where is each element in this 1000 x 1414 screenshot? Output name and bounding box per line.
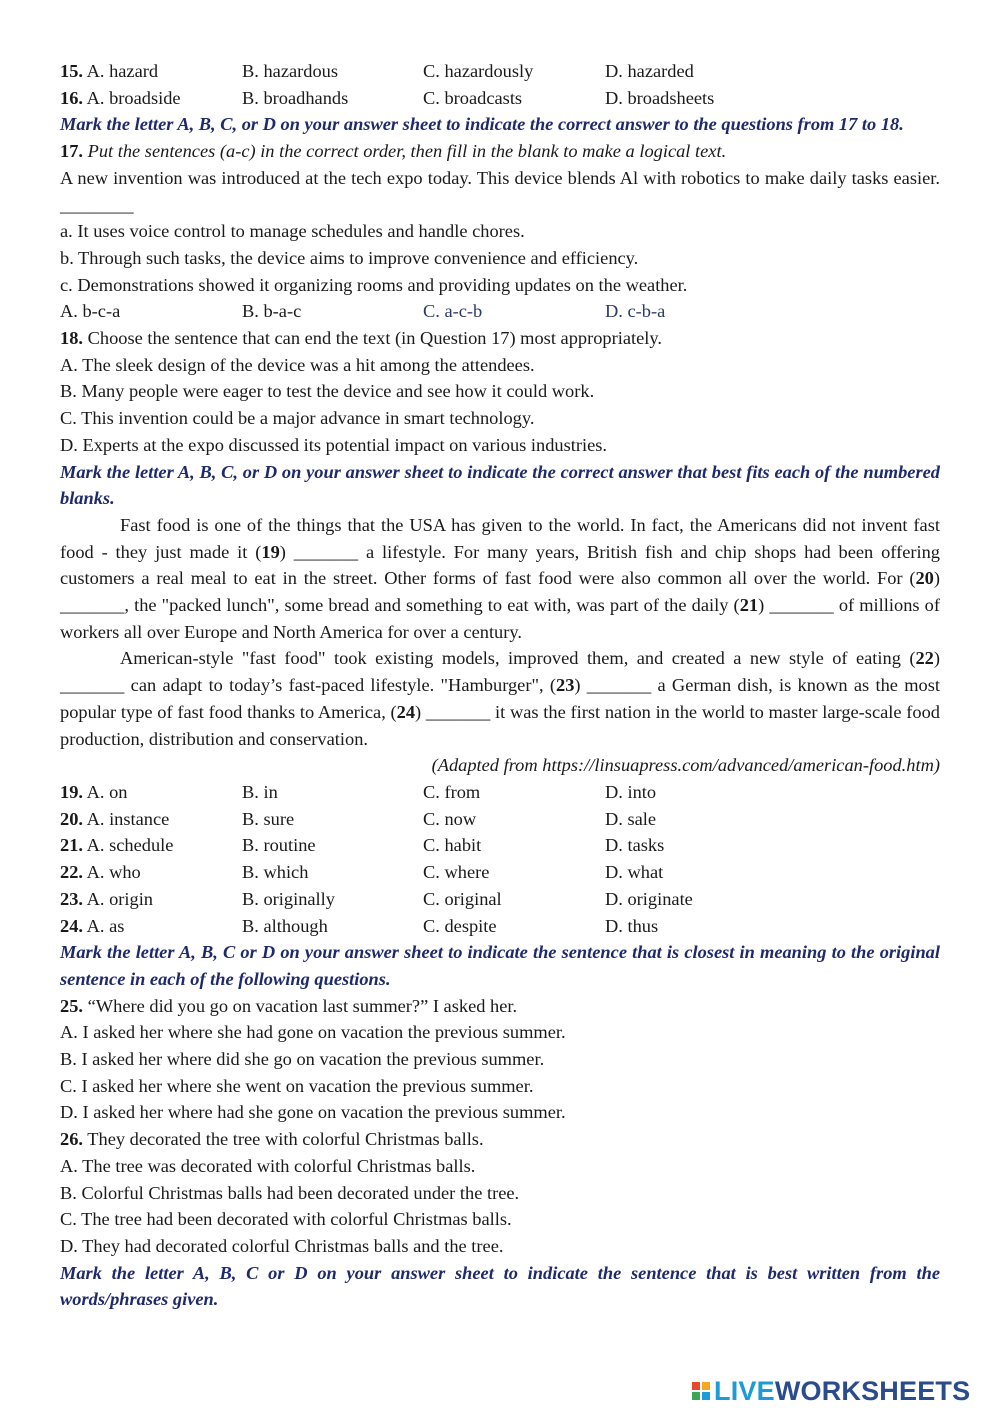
- blank-number: 22: [915, 648, 934, 669]
- option-b: B. originally: [242, 888, 335, 909]
- option-b: B. although: [242, 915, 328, 936]
- option-c: C. from: [423, 781, 481, 802]
- option-a: A. origin: [86, 888, 153, 909]
- blank-number: 24: [396, 701, 416, 722]
- option-b: B. which: [242, 862, 309, 883]
- q17-prompt: 17. Put the sentences (a-c) in the correct order, then fill in the blank to make a logical text.: [60, 141, 727, 162]
- q17-sentence-a: a. It uses voice control to manage schedules and handle chores.: [60, 221, 525, 242]
- option-a: A. on: [86, 781, 128, 802]
- q23-options: [60, 886, 940, 913]
- q18-option-d: D. Experts at the expo discussed its potential impact on various industries.: [60, 434, 608, 455]
- option-c: C. despite: [423, 915, 497, 936]
- logo-square: [702, 1392, 710, 1400]
- option-b: B. routine: [242, 835, 316, 856]
- blank-number: 23: [556, 675, 575, 696]
- question-number: 23.: [60, 888, 83, 909]
- q17-sentence-b: b. Through such tasks, the device aims to improve convenience and efficiency.: [60, 247, 639, 268]
- option-c: C. where: [423, 862, 490, 883]
- logo-text-live: LIVE: [714, 1375, 775, 1406]
- q18-option-b: B. Many people were eager to test the device and see how it could work.: [60, 381, 595, 402]
- q16-options: [60, 85, 940, 112]
- blank-number: 19: [261, 541, 280, 562]
- section-instruction: Mark the letter A, B, C, or D on your answer sheet to indicate the correct answer to the questions from 17 to 18.: [60, 114, 904, 135]
- section-instruction: Mark the letter A, B, C or D on your answer sheet to indicate the sentence that is closest in meaning to the original sentence in each of the following questions.: [60, 942, 940, 989]
- option-a: A. hazard: [86, 61, 159, 81]
- option-b: B. sure: [242, 808, 295, 829]
- passage-paragraph-2: American-style "fast food" took existing models, improved them, and created a new style of eating (22) _______ can adapt to today’s fast-paced lifestyle. "Hamburger", (23) _______ a German dish, is known as the most popular type of fast food thanks to America, (24) _______ it was the first nation in the world to master large-scale food production, distribution and conservation.: [60, 648, 941, 749]
- q24-options: [60, 913, 940, 940]
- option-a: A. broadside: [86, 87, 181, 108]
- passage-source: (Adapted from https://linsuapress.com/advanced/american-food.htm): [431, 755, 940, 776]
- q26-prompt: 26. They decorated the tree with colorful Christmas balls.: [60, 1129, 484, 1150]
- section-instruction: Mark the letter A, B, C or D on your answer sheet to indicate the sentence that is best written from the words/phrases given.: [60, 1262, 940, 1310]
- option-b: B. hazardous: [242, 61, 339, 81]
- option-b: B. b-a-c: [242, 301, 302, 322]
- q25-option-b: B. I asked her where did she go on vacation the previous summer.: [60, 1049, 545, 1070]
- logo-square: [692, 1392, 700, 1400]
- option-d: D. sale: [605, 808, 657, 829]
- logo-mark-icon: [692, 1382, 710, 1400]
- question-number: 15.: [60, 61, 83, 81]
- q26-option-d: D. They had decorated colorful Christmas balls and the tree.: [60, 1235, 504, 1256]
- option-c: C. a-c-b: [423, 301, 483, 322]
- q18-prompt: 18. Choose the sentence that can end the text (in Question 17) most appropriately.: [60, 328, 662, 349]
- q18-option-c: C. This invention could be a major advance in smart technology.: [60, 408, 535, 429]
- question-number: 16.: [60, 87, 83, 108]
- section-instruction: Mark the letter A, B, C, or D on your answer sheet to indicate the correct answer that best fits each of the numbered blanks.: [60, 461, 940, 509]
- option-d: D. c-b-a: [605, 301, 666, 322]
- option-a: A. who: [86, 862, 141, 883]
- option-d: D. originate: [605, 888, 693, 909]
- option-b: B. broadhands: [242, 87, 349, 108]
- question-number: 17.: [60, 141, 83, 162]
- option-c: C. hazardously: [423, 61, 534, 81]
- option-a: A. schedule: [86, 835, 174, 856]
- blank-number: 20: [915, 568, 934, 589]
- logo-text-worksheets: WORKSHEETS: [774, 1375, 971, 1406]
- q18-option-a: A. The sleek design of the device was a hit among the attendees.: [60, 354, 535, 375]
- q19-options: [60, 779, 940, 806]
- option-a: A. b-c-a: [60, 301, 121, 322]
- option-c: C. original: [423, 888, 502, 909]
- q25-option-a: A. I asked her where she had gone on vacation the previous summer.: [60, 1022, 566, 1043]
- q17-options: [60, 298, 940, 325]
- question-number: 20.: [60, 808, 83, 829]
- q17-sentence-c: c. Demonstrations showed it organizing rooms and providing updates on the weather.: [60, 274, 688, 295]
- option-d: D. what: [605, 862, 664, 883]
- logo-square: [702, 1382, 710, 1390]
- option-a: A. instance: [86, 808, 170, 829]
- q25-prompt: 25. “Where did you go on vacation last summer?” I asked her.: [60, 995, 518, 1016]
- q25-option-d: D. I asked her where had she gone on vacation the previous summer.: [60, 1102, 566, 1123]
- logo-square: [692, 1382, 700, 1390]
- option-a: A. as: [86, 915, 125, 936]
- liveworksheets-logo[interactable]: [692, 1376, 970, 1406]
- q20-options: [60, 806, 940, 833]
- q15-options: [60, 58, 940, 85]
- option-c: C. broadcasts: [423, 87, 523, 108]
- q26-option-a: A. The tree was decorated with colorful Christmas balls.: [60, 1155, 476, 1176]
- blank-number: 21: [739, 595, 759, 616]
- question-number: 18.: [60, 328, 83, 349]
- option-d: D. into: [605, 781, 657, 802]
- passage-paragraph-1: Fast food is one of the things that the USA has given to the world. In fact, the Americans did not invent fast food - they just made it (19) _______ a lifestyle. For many years, British fish and chip shops had been offering customers a real meal to eat in the street. Other forms of fast food were also common all over the world. For (20) _______, the "packed lunch", some bread and something to eat with, was part of the daily (21) _______ of millions of workers all over Europe and North America for over a century.: [60, 514, 940, 642]
- q17-text: A new invention was introduced at the tech expo today. This device blends Al with robotics to make daily tasks easier. ________: [60, 167, 940, 215]
- q26-option-b: B. Colorful Christmas balls had been decorated under the tree.: [60, 1182, 520, 1203]
- option-d: D. tasks: [605, 835, 665, 856]
- q22-options: [60, 859, 940, 886]
- q25-option-c: C. I asked her where she went on vacation the previous summer.: [60, 1075, 534, 1096]
- question-number: 22.: [60, 862, 83, 883]
- option-d: D. broadsheets: [605, 87, 715, 108]
- question-number: 21.: [60, 835, 83, 856]
- question-number: 19.: [60, 781, 83, 802]
- question-number: 24.: [60, 915, 83, 936]
- option-d: D. hazarded: [605, 61, 694, 81]
- worksheet-page: [60, 58, 940, 1313]
- question-number: 26.: [60, 1129, 83, 1150]
- q21-options: [60, 832, 940, 859]
- option-c: C. habit: [423, 835, 482, 856]
- option-b: B. in: [242, 781, 278, 802]
- option-c: C. now: [423, 808, 477, 829]
- question-number: 25.: [60, 995, 83, 1016]
- q26-option-c: C. The tree had been decorated with colorful Christmas balls.: [60, 1209, 512, 1230]
- option-d: D. thus: [605, 915, 659, 936]
